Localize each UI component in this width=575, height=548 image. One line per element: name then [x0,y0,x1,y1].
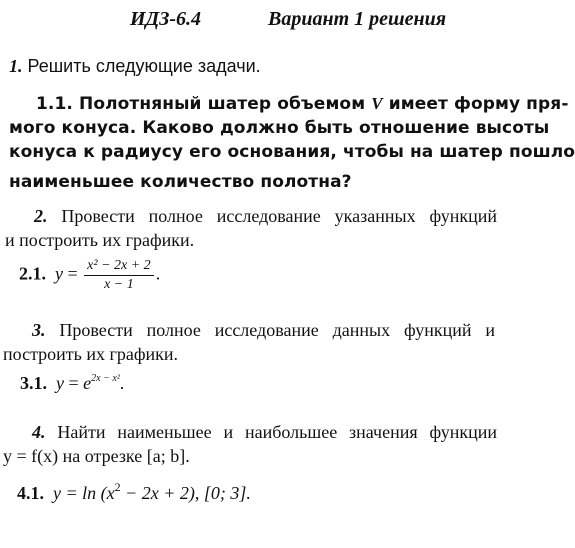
variant-title: Вариант 1 решения [268,8,447,30]
formula-4-1-label: 4.1. [17,483,44,503]
task-2 [5,204,497,252]
task-2-line-1: 2. Провести полное исследование указанных функций [34,206,497,226]
task-1-1 [9,92,575,194]
formula-2-1-fraction [84,258,154,293]
task-1-1-line-1: 1.1. Полотняный шатер объемом V имеет форму пря- [36,94,569,114]
task-2-line-2: и построить их графики. [5,230,195,250]
document-code: ИДЗ-6.4 [130,8,202,30]
formula-3-1-exponent: 2x − x² [91,373,120,384]
section-1-heading [9,56,261,77]
formula-3-1-label: 3.1. [20,373,47,393]
task-3-number: 3. [32,320,46,340]
formula-2-1-numerator: x² − 2x + 2 [84,258,154,276]
formula-3-1: 3.1. $y = e^{2x - x^2}$. [20,373,125,393]
task-4-line-1: 4. Найти наименьшее и наибольшее значения функции [32,422,497,442]
task-3 [3,318,495,366]
formula-2-1: 2.1. y = $\frac{\text{x² − 2x + 2}}{x - 1}$ . [19,258,161,292]
task-2-number: 2. [34,206,48,226]
task-4-number: 4. [32,422,46,442]
formula-2-1-label: 2.1. [19,263,46,284]
section-1-text: Решить следующие задачи. [27,56,261,76]
task-1-1-line-4: наименьшее количество полотна? [9,172,352,192]
task-3-line-1: 3. Провести полное исследование данных функций и [32,320,495,340]
section-1-number: 1. [9,56,23,76]
formula-4-1: 4.1. $y = \ln (x^2 - 2x + 2)$, [0; 3]. [17,480,251,503]
task-1-1-line-2: мого конуса. Каково должно быть отношение высоты [9,118,550,138]
task-1-1-line-3: конуса к радиусу его основания, чтобы на шатер пошло [9,142,575,162]
task-4-line-2: y = f(x) на отрезке [a; b]. [3,446,190,466]
task-3-line-2: построить их графики. [3,344,179,364]
formula-2-1-denominator: x − 1 [104,277,134,292]
task-4 [3,420,497,468]
